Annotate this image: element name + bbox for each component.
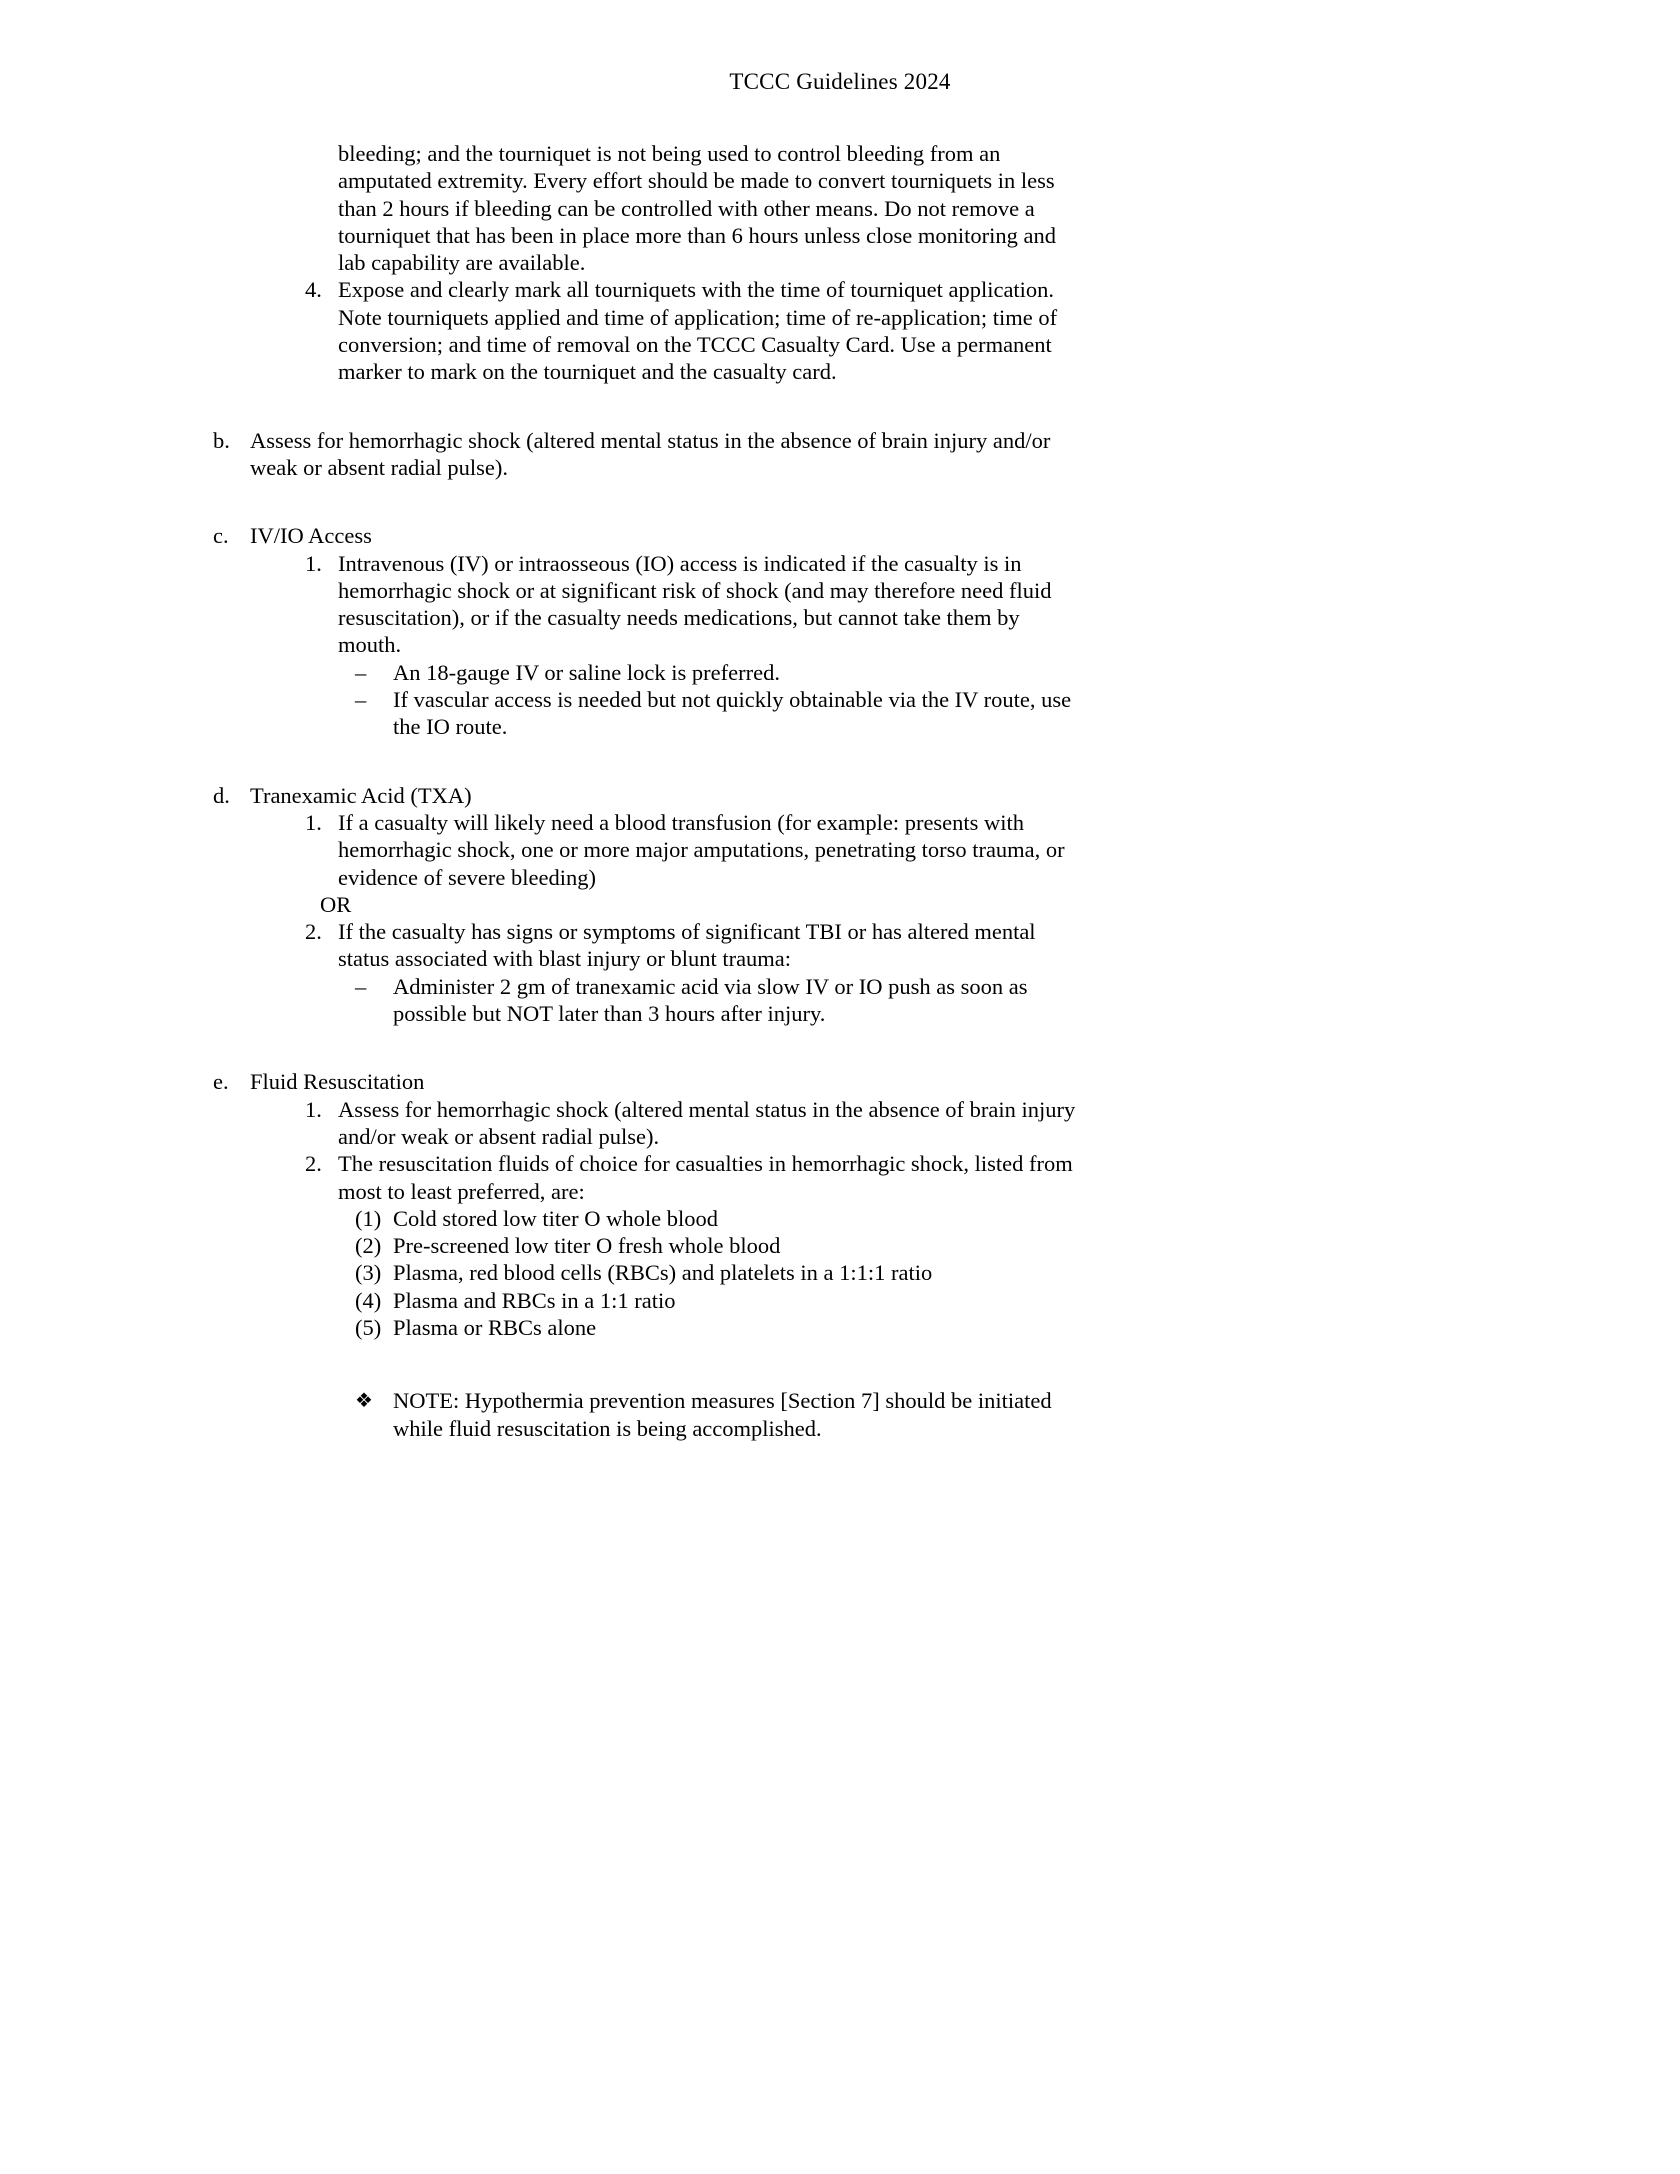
section-e-item-2 [305, 1150, 1078, 1205]
section-c [213, 522, 1078, 549]
section-b-marker: b. [213, 427, 230, 453]
list-item-4-text: Expose and clearly mark all tourniquets with the time of tourniquet application. Note tourniquets applied and time of application; time of re-application; time of conversion; and time of removal on the TCCC Casualty Card. Use a permanent marker to mark on the tourniquet and the casualty card. [338, 277, 1058, 385]
section-d-subitem-text: Administer 2 gm of tranexamic acid via slow IV or IO push as soon as possible but NOT later than 3 hours after injury. [393, 973, 1028, 1027]
section-e-item-1-marker: 1. [305, 1096, 322, 1122]
fluid-list-item-text: Plasma and RBCs in a 1:1 ratio [393, 1287, 676, 1313]
continued-paragraph-text: bleeding; and the tourniquet is not being used to control bleeding from an amputated extremity. Every effort should be made to convert tourniquets in less than 2 hours if bleeding can be controlled with other means. Do not remove a tourniquet that has been in place more than 6 hours unless close monitoring and lab capability are available. [338, 141, 1056, 276]
section-b [213, 427, 1078, 482]
section-d-item-1 [305, 809, 1078, 891]
fluid-list-item [355, 1205, 1078, 1232]
section-d-marker: d. [213, 782, 230, 808]
spacer [213, 481, 1078, 522]
fluid-list-item-text: Plasma or RBCs alone [393, 1314, 597, 1340]
section-e-item-1-text: Assess for hemorrhagic shock (altered mental status in the absence of brain injury and/or weak or absent radial pulse). [338, 1096, 1076, 1149]
fluid-list-item-marker: (4) [355, 1287, 382, 1313]
section-d-item-2 [305, 918, 1078, 973]
section-c-item-1-marker: 1. [305, 550, 322, 576]
spacer [213, 1341, 1078, 1387]
floret-bullet-icon: ❖ [355, 1388, 373, 1413]
spacer [213, 741, 1078, 782]
section-d-item-2-marker: 2. [305, 919, 322, 945]
dash-bullet-icon: – [355, 659, 367, 685]
section-d [213, 782, 1078, 809]
continued-paragraph [338, 140, 1078, 276]
section-c-item-1-text: Intravenous (IV) or intraosseous (IO) access is indicated if the casualty is in hemorrhagic shock or at significant risk of shock (and may therefore need fluid resuscitation), or if the casualty needs medications, but cannot take them by mouth. [338, 550, 1052, 658]
fluid-list-item [355, 1232, 1078, 1259]
section-d-item-1-marker: 1. [305, 809, 322, 835]
fluid-list-item [355, 1259, 1078, 1286]
section-b-text: Assess for hemorrhagic shock (altered mental status in the absence of brain injury and/or weak or absent radial pulse). [250, 427, 1051, 480]
section-d-item-2-text: If the casualty has signs or symptoms of significant TBI or has altered mental status associated with blast injury or blunt trauma: [338, 919, 1036, 972]
fluid-list-item-text: Cold stored low titer O whole blood [393, 1205, 718, 1231]
spacer [213, 386, 1078, 427]
fluid-list-item-marker: (2) [355, 1233, 382, 1259]
fluid-list-item [355, 1287, 1078, 1314]
section-c-subitem-text: If vascular access is needed but not quickly obtainable via the IV route, use the IO route. [393, 687, 1072, 740]
section-d-item-1-text: If a casualty will likely need a blood transfusion (for example: presents with hemorrhagic shock, one or more major amputations, penetrating torso trauma, or evidence of severe bleeding) [338, 809, 1065, 890]
section-e-item-2-marker: 2. [305, 1151, 322, 1177]
fluid-list-item-marker: (1) [355, 1205, 382, 1231]
spacer [213, 1027, 1078, 1068]
fluid-list-item-text: Pre-screened low titer O fresh whole blood [393, 1233, 781, 1259]
dash-bullet-icon: – [355, 973, 367, 999]
section-c-subitem [355, 659, 1078, 686]
document-body [213, 140, 1078, 1442]
dash-bullet-icon: – [355, 687, 367, 713]
fluid-list-item-marker: (3) [355, 1260, 382, 1286]
fluid-list-item [355, 1314, 1078, 1341]
section-e-marker: e. [213, 1069, 229, 1095]
page-header-title: TCCC Guidelines 2024 [729, 69, 951, 94]
section-d-subitem [355, 973, 1078, 1028]
section-e [213, 1068, 1078, 1095]
section-e-item-2-text: The resuscitation fluids of choice for casualties in hemorrhagic shock, listed from most to least preferred, are: [338, 1151, 1073, 1204]
section-e-item-1 [305, 1096, 1078, 1151]
section-c-item-1 [305, 550, 1078, 659]
section-c-title: IV/IO Access [250, 523, 372, 549]
section-d-conjunction-text: OR [320, 891, 352, 917]
section-c-subitem-text: An 18-gauge IV or saline lock is preferred. [393, 659, 780, 685]
section-c-subitem [355, 686, 1078, 741]
list-item-4 [305, 276, 1078, 385]
section-d-conjunction [320, 891, 1078, 918]
note-callout [355, 1387, 1078, 1442]
section-d-title: Tranexamic Acid (TXA) [250, 782, 472, 808]
section-e-title: Fluid Resuscitation [250, 1069, 425, 1095]
note-callout-text: NOTE: Hypothermia prevention measures [Section 7] should be initiated while fluid resuscitation is being accomplished. [393, 1388, 1052, 1441]
fluid-list-item-text: Plasma, red blood cells (RBCs) and platelets in a 1:1:1 ratio [393, 1260, 933, 1286]
section-c-marker: c. [213, 523, 229, 549]
fluid-list-item-marker: (5) [355, 1314, 382, 1340]
list-item-4-marker: 4. [305, 277, 322, 303]
